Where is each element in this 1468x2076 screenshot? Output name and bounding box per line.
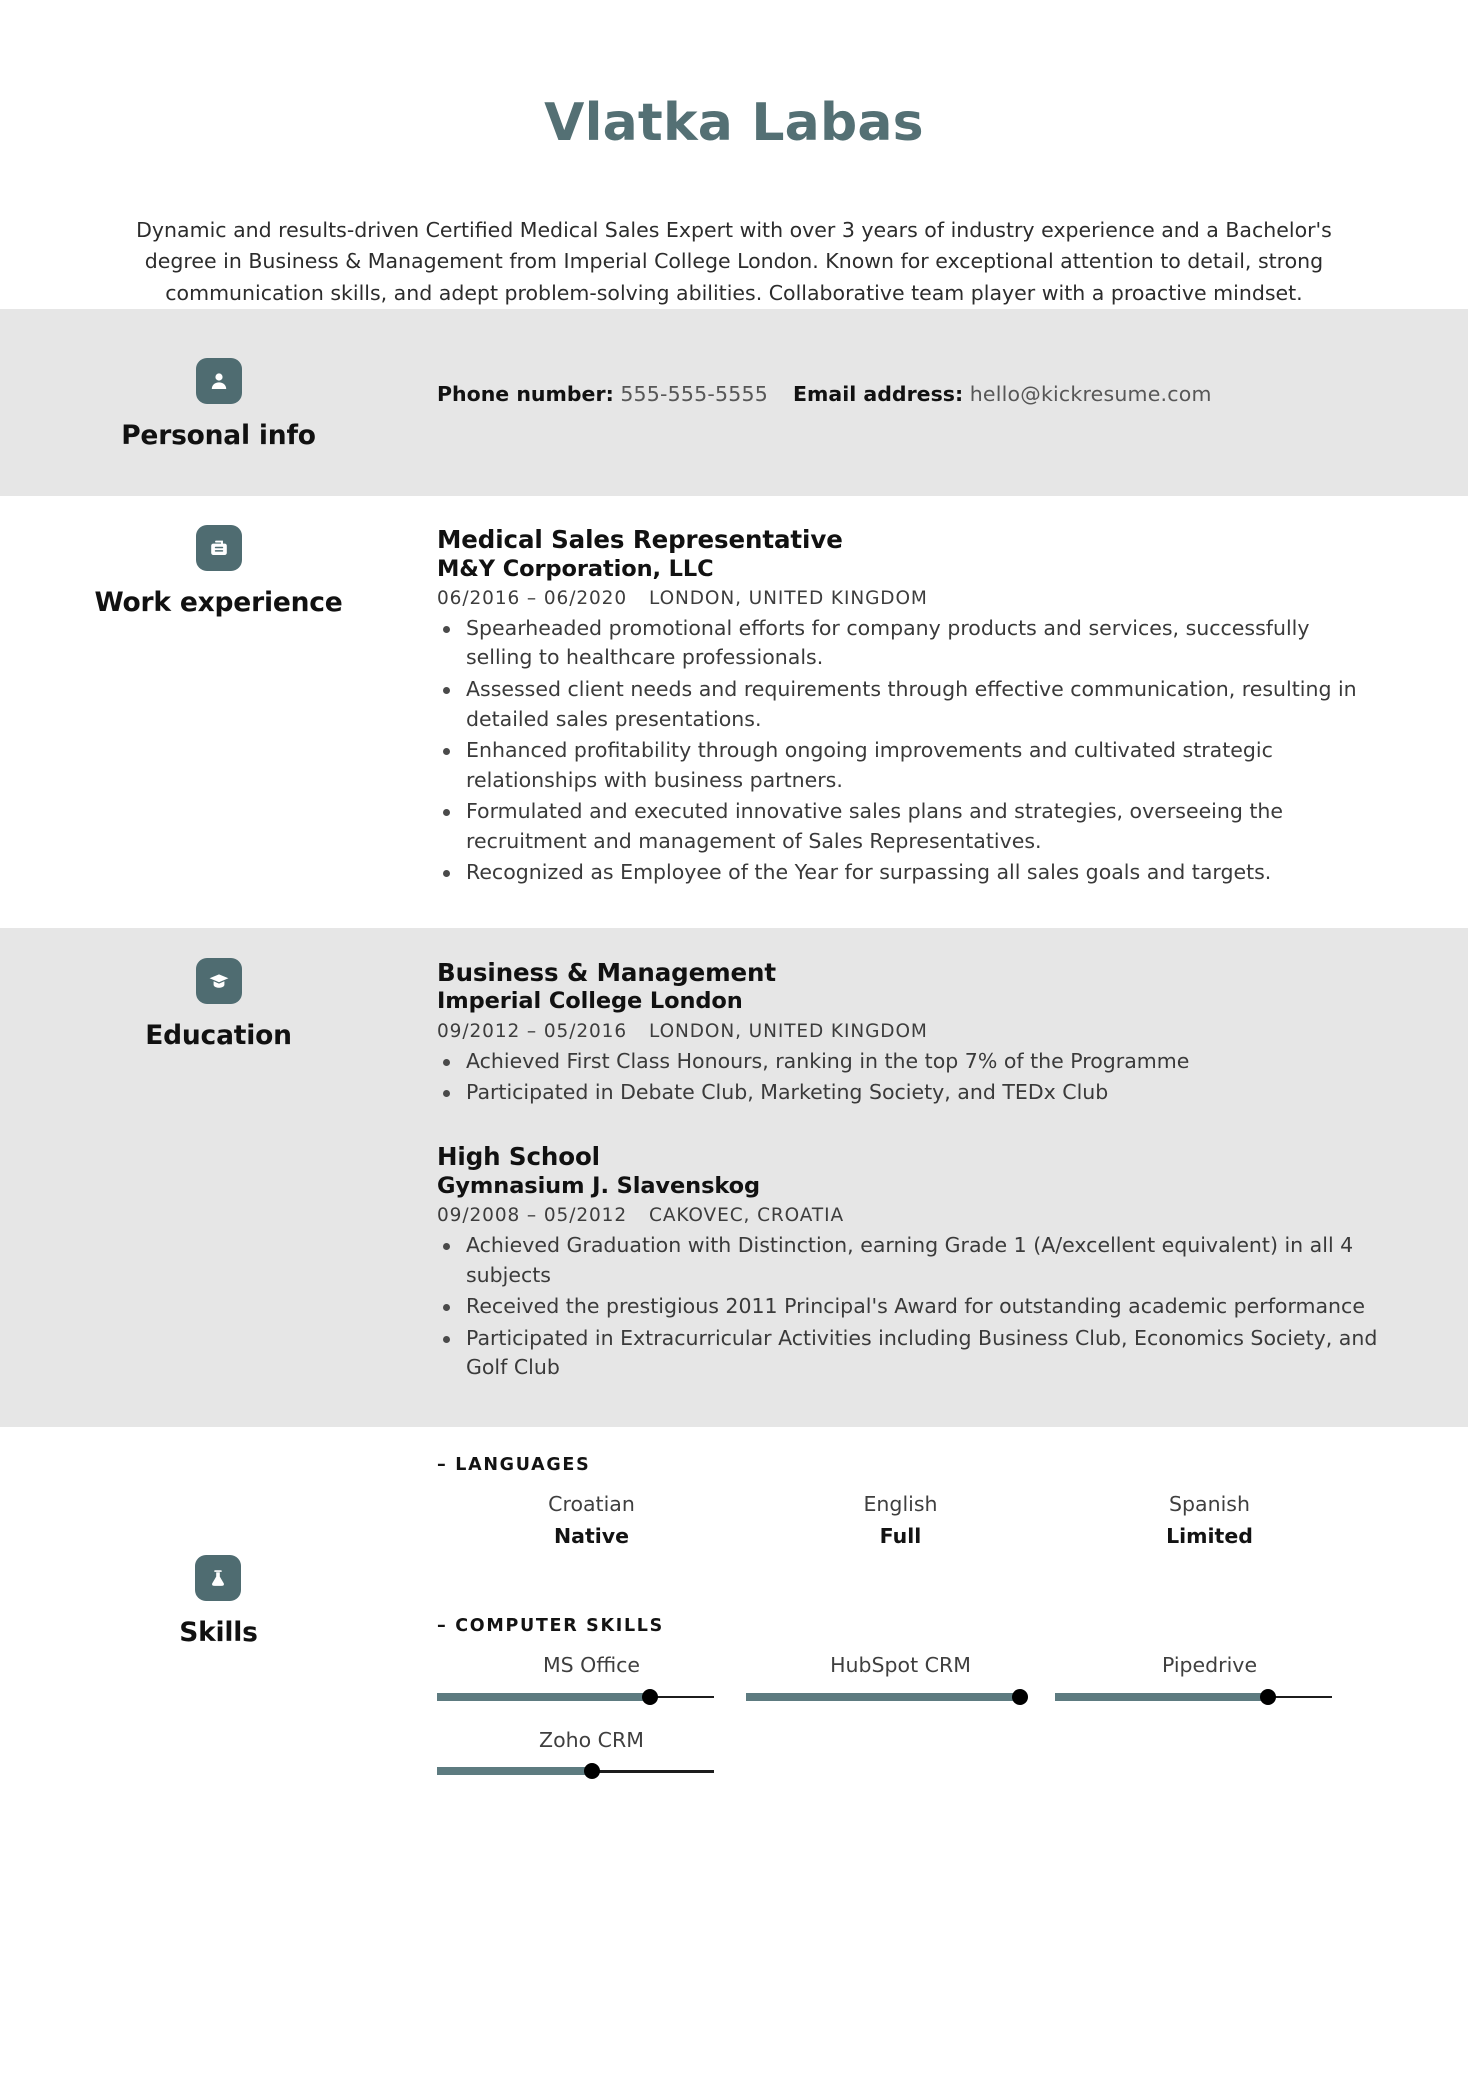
section-title-skills: Skills [179,1616,258,1648]
entry-position: High School [437,1141,600,1171]
entry-bullet: Enhanced profitability through ongoing improvements and cultivated strategic relationships with business partners. [437,736,1382,795]
entry-bullet: Recognized as Employee of the Year for surpassing all sales goals and targets. [437,858,1382,888]
slider-fill [437,1767,592,1775]
resume-entry [437,1142,1382,1383]
entry-bullet: Received the prestigious 2011 Principal's Award for outstanding academic performance [437,1292,1382,1322]
person-icon [196,358,242,404]
resume-header [0,0,1468,309]
entry-organization: M&Y Corporation, LLC [437,555,714,582]
entry-dates: 09/2008 – 05/2012 [437,1205,628,1227]
email-value: hello@kickresume.com [969,381,1212,406]
skill-level-slider[interactable] [746,1689,1023,1705]
entry-meta [437,588,1382,609]
skill-level-slider[interactable] [1055,1689,1332,1705]
skill-item [437,1652,746,1705]
email-label: Email address: [793,381,964,406]
personal-info-content [437,346,1468,409]
page-title: Vlatka Labas [544,93,924,153]
skill-item [1055,1491,1364,1550]
skill-item [437,1727,746,1780]
phone-label: Phone number: [437,381,614,406]
slider-knob[interactable] [642,1689,658,1705]
entry-position: Business & Management [437,957,776,987]
section-personal-info [0,309,1468,496]
entry-bullet: Participated in Debate Club, Marketing Society, and TEDx Club [437,1078,1382,1108]
flask-icon [195,1555,241,1601]
section-skills [0,1427,1468,1842]
slider-fill [1055,1693,1268,1701]
entry-bullet: Formulated and executed innovative sales plans and strategies, overseeing the recruitment and management of Sales Representatives. [437,797,1382,856]
contact-line [437,346,1382,409]
skill-group [437,1616,1382,1801]
section-education [0,928,1468,1427]
entry-bullet: Achieved First Class Honours, ranking in the top 7% of the Programme [437,1047,1382,1077]
skill-item [437,1491,746,1550]
slider-fill [437,1693,650,1701]
skill-name: Spanish [1169,1491,1250,1516]
skill-item [746,1491,1055,1550]
slider-knob[interactable] [1012,1689,1028,1705]
profile-summary: Dynamic and results-driven Certified Medical Sales Expert with over 3 years of industry experience and a Bachelor's degree in Business & Management from Imperial College London. Known for exceptional attention to detail, strong communication skills, and adept problem-solving abilities. Collaborative team player with a proactive mindset. [136,218,1332,305]
education-content [437,958,1468,1389]
entry-position: Medical Sales Representative [437,524,843,554]
entry-meta [437,1021,1382,1042]
entry-bullet: Spearheaded promotional efforts for company products and services, successfully selling to healthcare professionals. [437,614,1382,673]
skill-item [1055,1652,1364,1705]
skill-level: Full [879,1524,922,1549]
entry-location: LONDON, UNITED KINGDOM [649,587,928,609]
skill-group [437,1455,1382,1572]
skill-level: Native [553,1524,630,1549]
entry-bullet-list [437,1231,1382,1383]
briefcase-icon [196,525,242,571]
section-skills-label [0,1455,437,1648]
phone-value: 555-555-5555 [620,381,768,406]
section-work-experience [0,496,1468,928]
entry-bullet-list [437,1047,1382,1108]
skill-name: Zoho CRM [539,1727,644,1752]
entry-organization: Gymnasium J. Slavenskog [437,1172,760,1199]
skill-name: Croatian [548,1491,635,1516]
section-title-work-experience: Work experience [94,586,343,618]
skill-name: Pipedrive [1161,1653,1258,1678]
entry-location: CAKOVEC, CROATIA [649,1205,845,1227]
entry-bullet: Achieved Graduation with Distinction, earning Grade 1 (A/excellent equivalent) in all 4 subjects [437,1231,1382,1290]
entry-dates: 09/2012 – 05/2016 [437,1020,628,1042]
section-title-education: Education [145,1019,292,1051]
graduation-cap-icon [196,958,242,1004]
skill-name: MS Office [542,1653,641,1678]
work-experience-content [437,525,1468,894]
skill-item [746,1652,1055,1705]
skill-grid [437,1491,1382,1572]
entry-bullet: Assessed client needs and requirements through effective communication, resulting in detailed sales presentations. [437,675,1382,734]
slider-knob[interactable] [584,1763,600,1779]
slider-fill [746,1693,1020,1701]
skill-group-title: – COMPUTER SKILLS [437,1616,664,1637]
skill-grid [437,1652,1382,1801]
slider-knob[interactable] [1260,1689,1276,1705]
entry-organization: Imperial College London [437,988,743,1015]
skill-level-slider[interactable] [437,1689,714,1705]
skill-name: HubSpot CRM [830,1653,971,1678]
entry-location: LONDON, UNITED KINGDOM [649,1020,928,1042]
resume-entry [437,525,1382,888]
skill-level-slider[interactable] [437,1763,714,1779]
skill-name: English [863,1491,938,1516]
entry-meta [437,1205,1382,1226]
entry-bullet-list [437,614,1382,888]
resume-entry [437,958,1382,1108]
entry-dates: 06/2016 – 06/2020 [437,587,628,609]
section-work-experience-label [0,525,437,618]
section-education-label [0,958,437,1051]
skill-group-title: – LANGUAGES [437,1454,591,1475]
entry-bullet: Participated in Extracurricular Activities including Business Club, Economics Society, and Golf Club [437,1324,1382,1383]
section-title-personal-info: Personal info [121,419,316,451]
skill-level: Limited [1166,1524,1253,1549]
skills-content [437,1455,1468,1802]
section-personal-info-label [0,346,437,451]
